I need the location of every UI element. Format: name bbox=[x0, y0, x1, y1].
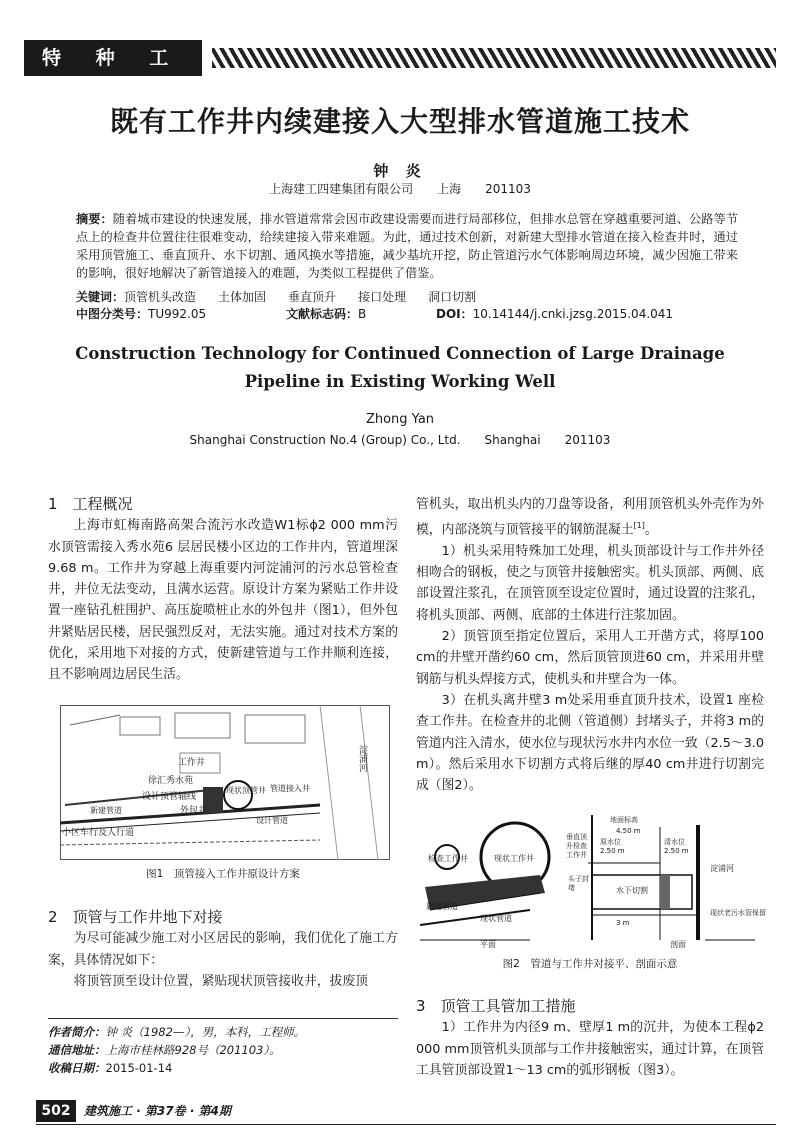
bio-label: 作者简介： bbox=[48, 1025, 106, 1039]
keyword: 接口处理 bbox=[358, 290, 407, 304]
footnote-rule bbox=[48, 1018, 398, 1019]
fig2-label: 地面标高 bbox=[610, 816, 638, 824]
figure-1 bbox=[60, 705, 390, 860]
abstract-text: 随着城市建设的快速发展，排水管道常常会因市政建设需要而进行局部移位，但排水总管在穿越重要河道、公路等节点上的检查井位置往往很难变动，给续建接入带来难题。为此，通过技术创新，对新建大型排水管道在接入检查井时，通过采用顶管施工、垂直顶升、水下切割、通风换水等措施，减少基坑开挖，防止管道污水气体影响周边环境，减少因施工带来的影响，很好地解决了新管道接入的难题，为类似工程提供了借鉴。 bbox=[76, 212, 739, 280]
abstract bbox=[76, 210, 738, 282]
fig2-label: 2.50 m bbox=[664, 847, 689, 855]
english-title-line: Pipeline in Existing Working Well bbox=[244, 372, 556, 391]
section-1-heading: 1 工程概况 bbox=[48, 495, 133, 513]
section-banner bbox=[24, 38, 776, 105]
bio: 钟 炎（1982—），男，本科，工程师。 bbox=[105, 1025, 306, 1039]
abstract-label: 摘要： bbox=[76, 212, 113, 226]
keyword: 垂直顶升 bbox=[288, 290, 337, 304]
fig2-label: 现状工作井 bbox=[494, 854, 534, 863]
footnote bbox=[48, 1023, 398, 1077]
fig2-label: 水下切割 bbox=[616, 886, 648, 895]
journal-info: 建筑施工 · 第37卷 · 第4期 bbox=[84, 1104, 231, 1118]
banner-tag: 特 种 工 程 bbox=[24, 40, 202, 76]
fig1-label-xiushuiyuan: 徐汇秀水苑 bbox=[148, 776, 194, 786]
affiliation: 上海建工四建集团有限公司 上海 201103 bbox=[269, 182, 531, 196]
fig1-label-entry-well: 管道接入井 bbox=[270, 784, 310, 793]
section-2-paragraph: 为尽可能减少施工对小区居民的影响，我们优化了施工方案，具体情况如下： bbox=[48, 931, 398, 968]
classification-line bbox=[76, 305, 738, 322]
keyword: 洞口切割 bbox=[428, 290, 477, 304]
doc-label: 文献标志码： bbox=[286, 307, 359, 321]
author: 钟 炎 bbox=[373, 162, 427, 180]
fig2-label: 头子封堵 bbox=[568, 875, 589, 892]
fig2-label: 3 m bbox=[616, 919, 630, 927]
fig1-label-river: 淀浦河 bbox=[357, 745, 367, 772]
fig2-label: 现状管道 bbox=[480, 914, 512, 923]
footer-rule bbox=[36, 1124, 776, 1125]
english-title-line: Construction Technology for Continued Connection of Large Drainage bbox=[75, 344, 725, 363]
fig1-label-design-pipe: 设计管道 bbox=[256, 816, 288, 825]
section-2-paragraph: 将顶管顶至设计位置，紧贴现状顶管接收井，拔废顶 bbox=[73, 973, 368, 989]
fig2-label: 清水位 bbox=[664, 838, 685, 846]
clc-label: 中图分类号： bbox=[76, 307, 149, 321]
paper-title: 既有工作井内续建接入大型排水管道施工技术 bbox=[109, 105, 690, 138]
figure-2 bbox=[420, 815, 770, 950]
doi: 10.14144/j.cnki.jzsg.2015.04.041 bbox=[472, 307, 674, 321]
fig1-label-existing-well: 现状顶管井 bbox=[226, 786, 266, 795]
fig2-label: 垂直顶升检查工作井 bbox=[566, 833, 587, 859]
fig2-label: 2.50 m bbox=[600, 847, 625, 855]
fig2-label: 平面 bbox=[480, 940, 496, 949]
english-affiliation: Shanghai Construction No.4 (Group) Co., Ltd. Shanghai 201103 bbox=[189, 433, 611, 447]
right-paragraph: 管机头，取出机头内的刀盘等设备，利用顶管机头外壳作为外模，内部浇筑与顶管接平的钢筋混凝土[1]。 bbox=[416, 497, 764, 538]
received-label: 收稿日期： bbox=[48, 1061, 106, 1075]
figure-2-drawing bbox=[420, 815, 770, 950]
fig1-label-workwell: 工作井 bbox=[178, 758, 206, 768]
address-label: 通信地址： bbox=[48, 1043, 106, 1057]
fig2-label: 4.50 m bbox=[616, 827, 641, 835]
fig1-label-new-pipe: 新建管道 bbox=[90, 806, 122, 815]
english-title bbox=[0, 340, 800, 396]
received-date: 2015-01-14 bbox=[105, 1061, 173, 1075]
section-3-paragraph: 1）工作井为内径9 m、壁厚1 m的沉井，为使本工程ϕ2 000 mm顶管机头顶部与工作井接触密实，通过计算，在顶管工具管顶部设置1～13 cm的弧形钢板（图3）。 bbox=[416, 1020, 764, 1078]
left-column bbox=[48, 494, 398, 686]
right-paragraph: 2）顶管顶至指定位置后，采用人工开凿方式，将厚100 cm的井壁开凿约60 cm，然后顶管顶进60 cm，并采用井壁钢筋与机头焊接方式，使机头和井壁合为一体。 bbox=[416, 629, 764, 687]
banner-stripes bbox=[212, 48, 776, 68]
section-1-paragraph: 上海市虹梅南路高架合流污水改造W1标ϕ2 000 mm污水顶管需接入秀水苑6 层居民楼小区边的工作井内，管道埋深9.68 m。工作井为穿越上海重要内河淀浦河的污水总管检查井，井位无法变动，且满水运营。原设计方案为紧贴工作井设置一座钻孔桩围护、高压旋喷桩止水的外包井（图1），但外包井紧贴居民楼，居民强烈反对，无法实施。通过对技术方案的优化，采用地下对接的方式，使新建管道与工作井顺利连接，且不影响周边居民生活。 bbox=[48, 518, 398, 683]
clc-code: TU992.05 bbox=[148, 307, 207, 321]
fig2-label: 现状老污水管保留 bbox=[710, 909, 766, 917]
right-column bbox=[416, 494, 764, 796]
right-paragraph: 3）在机头离井壁3 m处采用垂直顶升技术，设置1 座检查工作井。在检查井的北侧（管道侧）封堵头子，并将3 m的管道内注入清水，使水位与现状污水井内水位一致（2.5～3.0 m）。然后采用水下切割方式将后继的厚40 cm井进行切割完成（图2）。 bbox=[416, 692, 764, 794]
fig2-label: 淀浦河 bbox=[710, 864, 734, 873]
fig2-label: 剖面 bbox=[670, 940, 686, 949]
citation: [1] bbox=[633, 521, 645, 531]
fig2-label: 检查工作井 bbox=[428, 854, 468, 863]
keyword: 顶管机头改造 bbox=[124, 290, 197, 304]
right-column-section-3 bbox=[416, 996, 764, 1081]
section-2-heading: 2 顶管与工作井地下对接 bbox=[48, 908, 223, 926]
figure-1-caption: 图1 顶管接入工作井原设计方案 bbox=[146, 868, 300, 880]
fig2-label: 新建管道 bbox=[426, 902, 458, 911]
right-paragraph: 1）机头采用特殊加工处理，机头顶部设计与工作井外径相吻合的钢板，使之与顶管井接触密实。机头顶部、两侧、底部设置注浆孔，在顶管顶至设定位置时，通过设置的注浆孔，将机头顶部、两侧、底部的土体进行注浆加固。 bbox=[416, 543, 764, 623]
figure-2-caption: 图2 管道与工作井对接平、剖面示意 bbox=[502, 958, 678, 970]
page-number: 502 bbox=[36, 1100, 76, 1122]
english-author: Zhong Yan bbox=[365, 412, 435, 427]
fig1-label-outer-well: 外包井 bbox=[180, 806, 208, 816]
fig1-label-design-axis: 设计顶管轴线 bbox=[142, 792, 197, 802]
page-footer bbox=[36, 1100, 776, 1122]
left-column-section-2 bbox=[48, 907, 398, 992]
keywords bbox=[76, 288, 738, 305]
keywords-label: 关键词： bbox=[76, 290, 125, 304]
fig1-label-road: 小区车行及人行道 bbox=[62, 828, 135, 838]
address: 上海市桂林路928号（201103）。 bbox=[105, 1043, 281, 1057]
section-3-heading: 3 顶管工具管加工措施 bbox=[416, 997, 576, 1015]
doi-label: DOI： bbox=[436, 307, 473, 321]
doc-code: B bbox=[358, 307, 367, 321]
fig2-label: 原水位 bbox=[600, 838, 621, 846]
keyword: 土体加固 bbox=[218, 290, 267, 304]
